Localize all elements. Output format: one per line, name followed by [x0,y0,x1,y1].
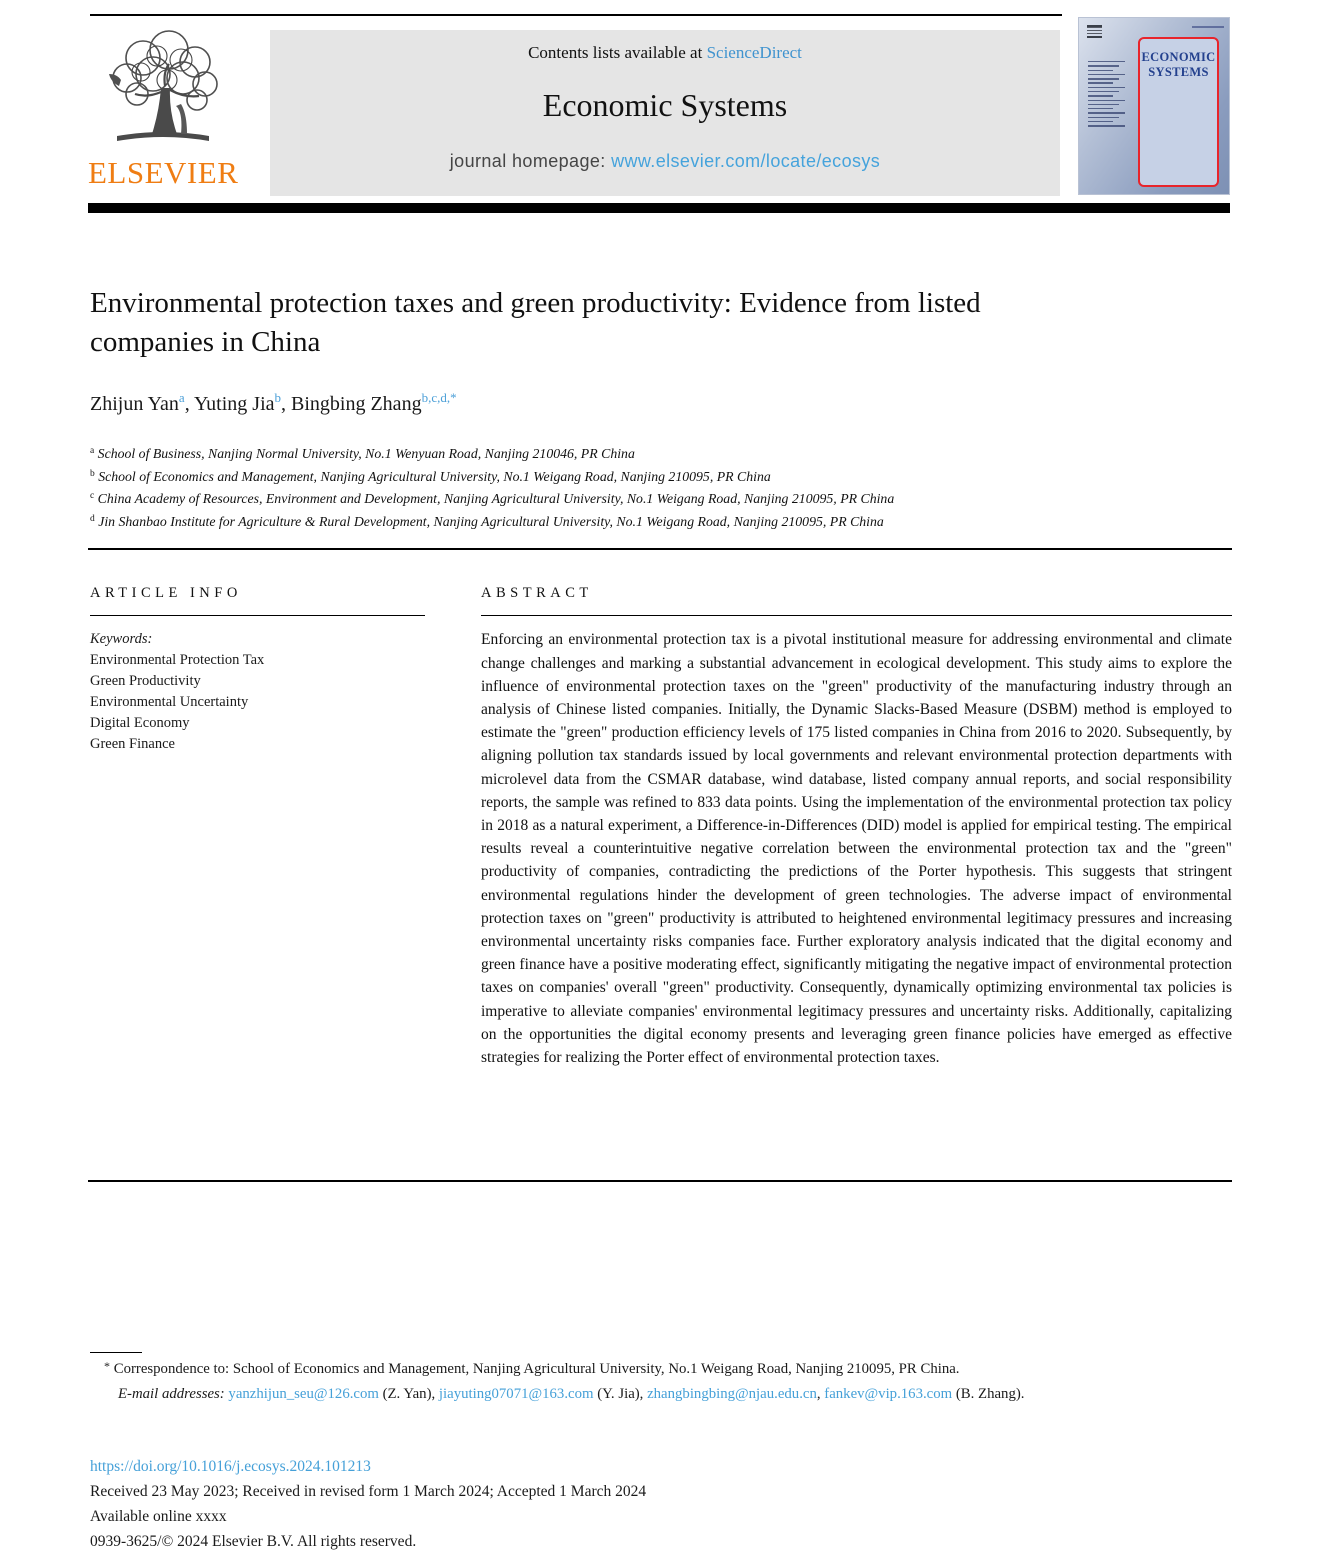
keyword-item: Digital Economy [90,715,190,732]
copyright-line: 0939-3625/© 2024 Elsevier B.V. All rights reserved. [90,1533,417,1550]
affiliation-row [90,467,894,490]
author-affiliation-sup[interactable]: b,c,d,* [421,390,457,405]
email-link[interactable]: yanzhijun_seu@126.com [228,1386,379,1402]
keyword-item: Environmental Protection Tax [90,652,265,669]
footnote-rule [90,1352,142,1353]
journal-name: Economic Systems [542,87,788,123]
author-affiliation-sup[interactable]: a [178,390,185,405]
journal-homepage-line [270,151,1060,172]
correspondence-footnote [90,1357,1235,1407]
email-link[interactable]: fankev@vip.163.com [824,1386,953,1402]
affiliation-text: School of Economics and Management, Nanjing Agricultural University, No.1 Weigang Road, Nanjing 210095, PR China [98,468,771,484]
keywords-label: Keywords: [90,631,153,648]
received-dates-line: Received 23 May 2023; Received in revised form 1 March 2024; Accepted 1 March 2024 [90,1483,647,1500]
keyword-item: Environmental Uncertainty [90,694,249,711]
email-link[interactable]: zhangbingbing@njau.edu.cn [647,1386,817,1402]
cover-title-box [1138,37,1219,187]
email-addresses-line [90,1382,1235,1407]
doi-link[interactable]: https://doi.org/10.1016/j.ecosys.2024.101213 [90,1458,371,1475]
section-bottom-rule [88,1180,1232,1182]
author-name: Yuting Jia [193,393,275,415]
contents-prefix-text: Contents lists available at [528,43,707,62]
abstract-rule [481,615,1232,616]
affiliation-sup: a [90,446,95,456]
cover-issn-mark [1192,26,1224,28]
author-name: Bingbing Zhang [291,393,422,415]
email-link[interactable]: jiayuting07071@163.com [438,1386,594,1402]
affiliation-row [90,444,894,467]
affiliations-list [90,444,894,534]
footnote-asterisk: * [104,1359,110,1373]
available-online-line: Available online xxxx [90,1508,227,1525]
keywords-block [90,629,425,755]
email-owner: , [816,1386,821,1402]
email-owner: (Z. Yan), [378,1386,439,1402]
article-info-column [90,585,425,755]
author-affiliation-sup[interactable]: b [274,390,282,405]
author-separator: , [184,393,194,415]
elsevier-tree-icon [97,28,229,158]
affiliation-row [90,489,894,512]
correspondence-text: Correspondence to: School of Economics and Management, Nanjing Agricultural University, No.1 Weigang Road, Nanjing 210095, PR China. [113,1361,960,1377]
authors-line [90,390,457,416]
header-top-rule [90,14,1062,16]
affiliation-text: China Academy of Resources, Environment and Development, Nanjing Agricultural University, No.1 Weigang Road, Nanjing 210095, PR China [97,491,895,506]
journal-cover-thumbnail[interactable] [1078,17,1230,195]
publication-meta-block [90,1454,646,1554]
affiliation-text: Jin Shanbao Institute for Agriculture & Rural Development, Nanjing Agricultural University, No.1 Weigang Road, Nanjing 210095, PR China [98,513,884,529]
homepage-prefix-text: journal homepage: [449,151,612,171]
affiliation-row [90,512,894,535]
correspondence-line [90,1357,1235,1382]
affiliation-text: School of Business, Nanjing Normal University, No.1 Wenyuan Road, Nanjing 210046, PR China [97,446,635,461]
section-top-rule [88,548,1232,550]
affiliation-sup: b [90,468,95,479]
email-owner: (B. Zhang). [952,1386,1025,1402]
affiliation-sup: d [90,513,95,524]
cover-editorial-board-lines [1088,61,1130,130]
contents-lists-line [270,30,1060,63]
abstract-column [481,585,1232,1069]
email-owner: (Y. Jia), [593,1386,648,1402]
elsevier-wordmark: ELSEVIER [88,155,239,190]
sciencedirect-link[interactable]: ScienceDirect [706,43,802,62]
cover-elsevier-mini-logo-icon [1087,25,1102,38]
header-divider-bar [88,203,1230,213]
journal-homepage-link[interactable]: www.elsevier.com/locate/ecosys [611,151,881,171]
journal-header-banner [270,30,1060,196]
keyword-item: Green Productivity [90,673,201,690]
abstract-heading: ABSTRACT [481,585,593,601]
affiliation-sup: c [90,491,95,501]
keyword-item: Green Finance [90,736,175,753]
email-label: E-mail addresses: [118,1386,225,1402]
article-info-heading: ARTICLE INFO [90,585,242,601]
article-title: Environmental protection taxes and green productivity: Evidence from listed companies in China [90,287,981,358]
abstract-text: Enforcing an environmental protection tax is a pivotal institutional measure for addressing environmental and climate change challenges and marking a substantial advancement in ecological development. This study aims to explore the influence of environmental protection taxes on the "green" productivity of the manufacturing industry through an analysis of Chinese listed companies. Initially, the Dynamic Slacks-Based Measure (DSBM) method is employed to estimate the "green" production efficiency levels of 175 listed companies in China from 2016 to 2020. Subsequently, by aligning pollution tax standards issued by local governments and relevant environmental protection departments with microlevel data from the CSMAR database, wind database, listed company annual reports, and social responsibility reports, the sample was refined to 833 data points. Using the implementation of the environmental protection tax policy in 2018 as a natural experiment, a Difference-in-Differences (DID) model is applied for empirical testing. The empirical results reveal a counterintuitive negative correlation between the environmental protection tax and the "green" productivity of companies, contradicting the predictions of the Porter hypothesis. This suggests that stringent environmental regulations hinder the development of green technologies. The adverse impact of environmental protection taxes on "green" productivity is attributed to heightened environmental legitimacy pressures and increasing environmental uncertainty risks companies face. Further exploratory analysis indicated that the digital economy and green finance have a positive moderating effect, significantly mitigating the negative impact of environmental protection taxes on companies' overall "green" productivity. Consequently, dynamically optimizing environmental tax policies is imperative to alleviate companies' environmental legitimacy pressures and uncertainty risks. Additionally, capitalizing on the opportunities the digital economy presents and leveraging green finance policies have emerged as effective strategies for realizing the Porter effect of environmental protection taxes. [481,631,1232,1066]
author-name: Zhijun Yan [90,393,179,415]
cover-journal-title: ECONOMIC SYSTEMS [1141,50,1216,79]
elsevier-logo [88,28,238,200]
article-info-rule [90,615,425,616]
author-separator: , [281,393,292,415]
